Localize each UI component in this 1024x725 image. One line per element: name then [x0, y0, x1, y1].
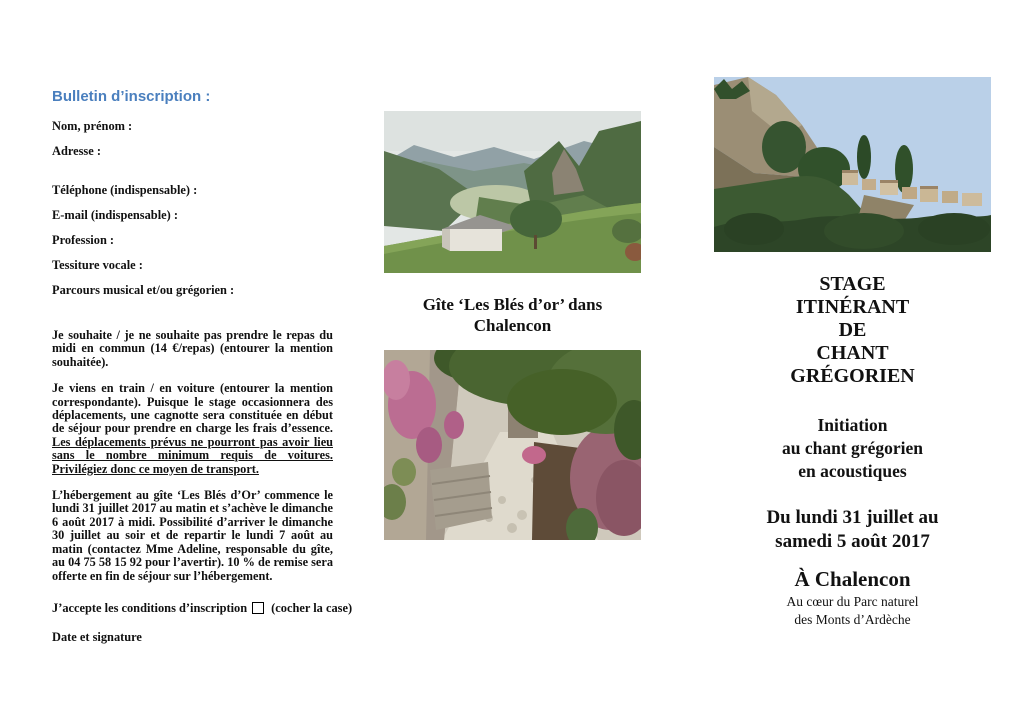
field-label-musical-background: Parcours musical et/ou grégorien :: [52, 283, 235, 297]
field-label-name: Nom, prénom :: [52, 119, 133, 133]
transport-paragraph: [52, 382, 333, 476]
field-label-phone: Téléphone (indispensable) :: [52, 183, 198, 197]
stage-title-line1: STAGE: [819, 273, 886, 295]
meal-paragraph: Je souhaite / je ne souhaite pas prendre le repas du midi en commun (14 €/repas) (entourer la mention souhaitée).: [52, 328, 333, 369]
stage-title: [714, 273, 991, 388]
stage-dates: [714, 506, 991, 554]
village-alley-photo: [384, 350, 641, 540]
stage-title-line2: ITINÉRANT: [795, 296, 910, 318]
stage-subtitle-line1: Initiation: [817, 415, 888, 435]
stage-title-line5: GRÉGORIEN: [790, 365, 915, 387]
transport-text-underlined: Les déplacements prévus ne pourront pas avoir lieu sans le nombre minimum requis de voitures. Privilégiez donc ce moyen de transport.: [52, 434, 333, 476]
field-label-profession: Profession :: [52, 233, 115, 247]
location-subtext-line1: Au cœur du Parc naturel: [786, 594, 919, 609]
stage-title-line3: DE: [838, 319, 867, 341]
stage-dates-line1: Du lundi 31 juillet au: [766, 507, 939, 528]
lodging-paragraph: L’hébergement au gîte ‘Les Blés d’Or’ commence le lundi 31 juillet 2017 au matin et s’achève le dimanche 6 août 2017 à midi. Possibilité d’arriver le dimanche 30 juillet au soir et de repartir le lundi 7 août au matin (contactez Mme Adeline, responsable du gîte, au 04 75 58 15 92 pour l’avertir). 10 % de remise sera offerte en fin de séjour sur l’hébergement.: [52, 488, 333, 583]
stage-location: À Chalencon: [794, 567, 911, 591]
stage-subtitle-line3: en acoustiques: [798, 461, 907, 481]
registration-panel: [52, 88, 353, 645]
gite-caption: [384, 294, 641, 336]
field-label-email: E-mail (indispensable) :: [52, 208, 178, 222]
conditions-hint: (cocher la case): [271, 600, 353, 615]
conditions-text: J’accepte les conditions d’inscription: [52, 600, 248, 615]
location-subtext-line2: des Monts d’Ardèche: [794, 612, 911, 627]
transport-text: Je viens en train / en voiture (entourer la mention correspondante). Puisque le stage occasionnera des déplacements, une cagnotte sera constituée en début de séjour pour prendre en charge les frais d’essence.: [52, 381, 333, 436]
location-subtext: [714, 593, 991, 629]
gite-caption-line2: Chalencon: [473, 316, 552, 335]
date-signature-label: Date et signature: [52, 629, 142, 644]
stage-title-line4: CHANT: [816, 342, 889, 364]
field-label-address: Adresse :: [52, 144, 101, 158]
conditions-line: [52, 600, 353, 615]
conditions-checkbox: [252, 602, 264, 614]
stage-dates-line2: samedi 5 août 2017: [775, 531, 930, 552]
stage-panel: [714, 77, 991, 629]
gite-panel: [384, 111, 641, 540]
cliff-village-photo: [714, 77, 991, 252]
valley-landscape-photo: [384, 111, 641, 273]
gite-caption-line1: Gîte ‘Les Blés d’or’ dans: [422, 295, 603, 314]
stage-subtitle: [714, 414, 991, 483]
stage-subtitle-line2: au chant grégorien: [782, 438, 923, 458]
field-label-voice-range: Tessiture vocale :: [52, 258, 143, 272]
form-title: Bulletin d’inscription :: [52, 88, 211, 105]
